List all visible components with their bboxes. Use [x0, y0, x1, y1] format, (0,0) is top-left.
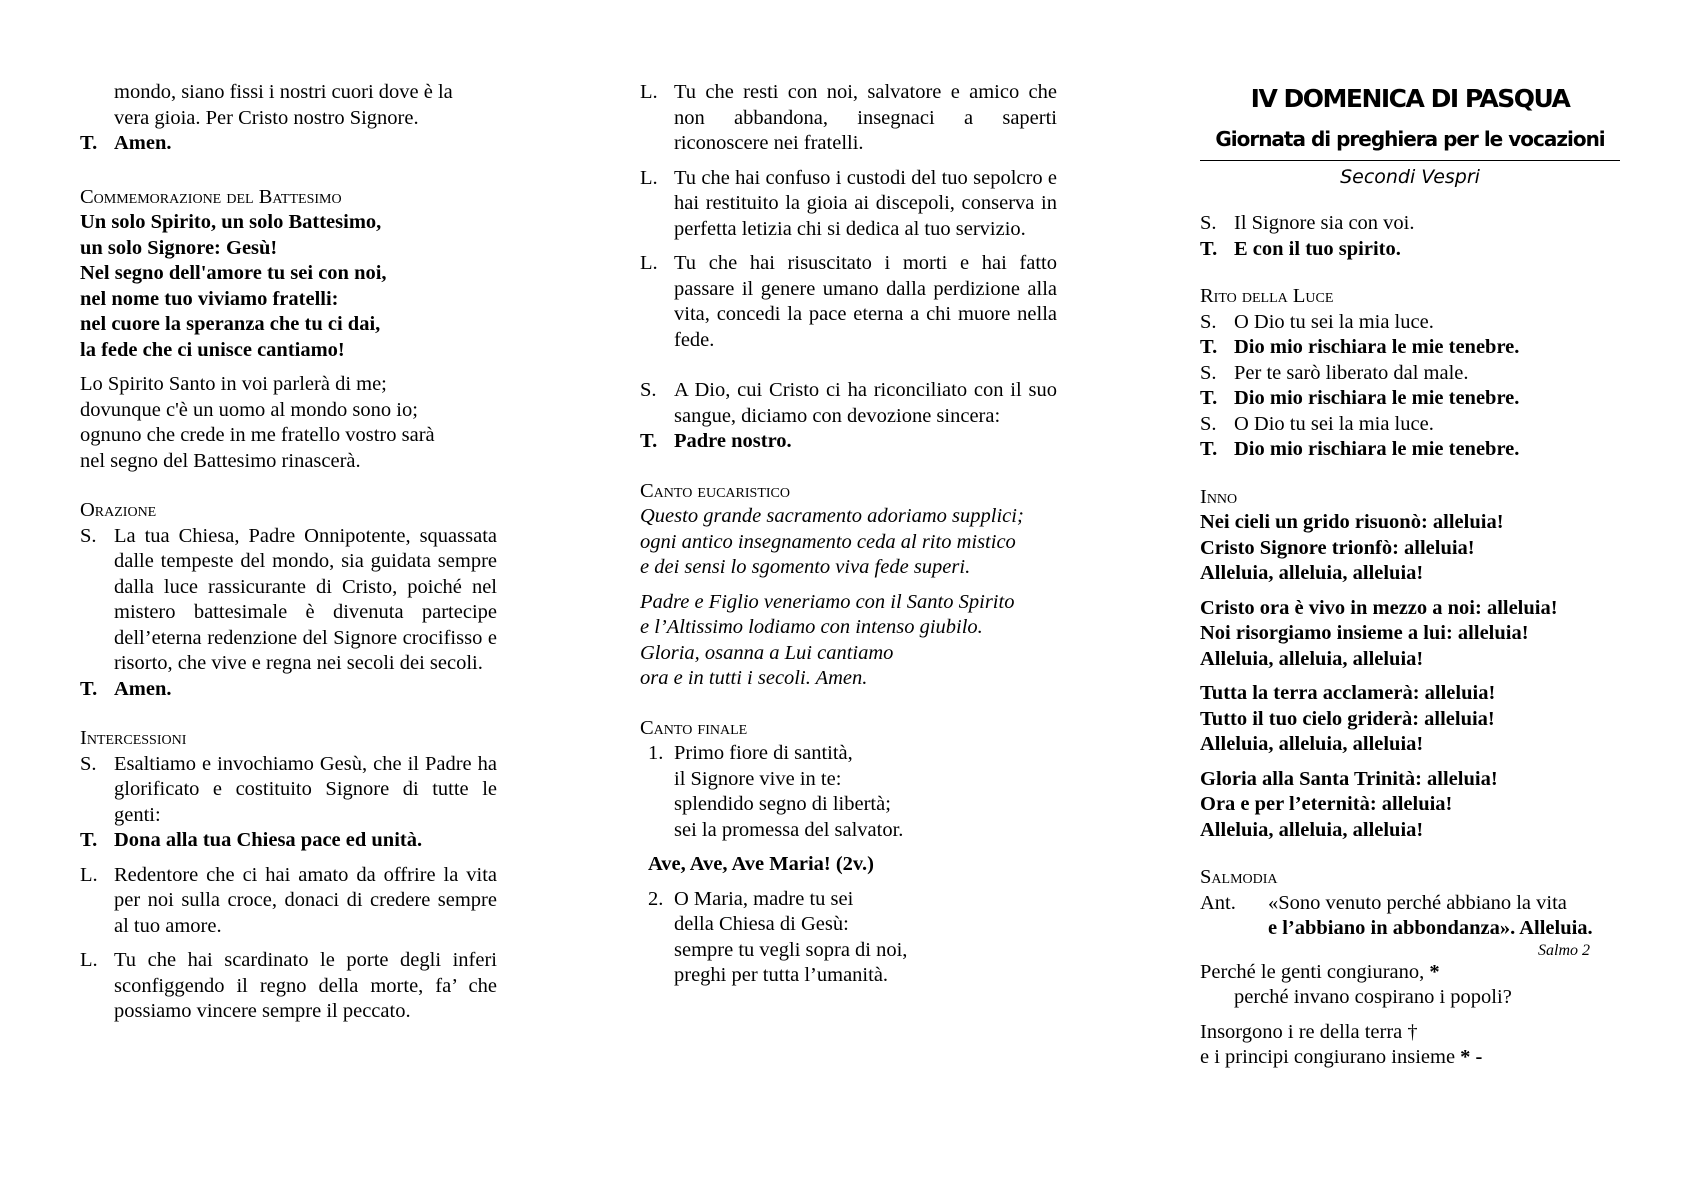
inno-line: Alleluia, alleluia, alleluia! [1200, 562, 1424, 584]
item-prefix: T. [1200, 336, 1218, 358]
item-prefix: S. [640, 379, 657, 401]
item-prefix: S. [1200, 412, 1217, 435]
item-text: Tu che hai scardinato le porte degli inferi sconfiggendo il regno della morte, fa’ che possiamo vincere sempre il peccato. [114, 949, 497, 1022]
verse-line: O Maria, madre tu sei [674, 887, 854, 910]
prayer-line: mondo, siano fissi i nostri cuori dove è la [114, 81, 453, 103]
item-prefix: T. [80, 829, 98, 851]
psalm-verse [1200, 960, 1620, 1011]
prayer-line: vera gioia. Per Cristo nostro Signore. [114, 106, 419, 129]
heading-canto-finale: Canto finale [640, 716, 748, 739]
greeting-line [1200, 211, 1620, 237]
intercession-item [640, 251, 1057, 353]
prayer-prefix: S. [80, 524, 97, 547]
heading-inno: Inno [1200, 485, 1238, 508]
antiphon [1200, 891, 1620, 942]
psalm-line: Perché le genti congiurano, [1200, 960, 1425, 983]
column-left [80, 80, 497, 1034]
refrain-line: la fede che ci unisce cantiamo! [80, 338, 345, 361]
response-text: Amen. [114, 677, 172, 700]
refrain-line: nel cuore la speranza che tu ci dai, [80, 313, 381, 335]
canto-line: e dei sensi lo sgomento viva fede superi. [640, 556, 971, 578]
item-prefix: S. [1200, 361, 1217, 384]
orazione-prayer [80, 524, 497, 677]
item-text: E con il tuo spirito. [1234, 237, 1401, 260]
item-text: Redentore che ci hai amato da offrire la vita per noi sulla croce, donaci di credere sempre al tuo amore. [114, 863, 497, 937]
canto-line: Padre e Figlio veneriamo con il Santo Spirito [640, 590, 1015, 613]
item-prefix: T. [1200, 387, 1218, 409]
item-text: Dio mio rischiara le mie tenebre. [1234, 336, 1520, 358]
commemorazione-refrain [80, 210, 497, 363]
item-prefix: L. [640, 252, 658, 274]
intercession-item [640, 80, 1057, 157]
psalm-line: e i principi congiurano insieme [1200, 1046, 1456, 1068]
rito-line [1200, 361, 1620, 387]
item-text: Il Signore sia con voi. [1234, 212, 1415, 234]
item-prefix: T. [1200, 438, 1218, 460]
item-text: Padre nostro. [674, 430, 792, 452]
inno-line: Alleluia, alleluia, alleluia! [1200, 647, 1424, 670]
psalm-line: Insorgono i re della terra [1200, 1020, 1403, 1043]
item-prefix: S. [1200, 310, 1217, 333]
verse-line: il Signore vive in te: [674, 767, 842, 790]
inno-stanza [1200, 681, 1620, 758]
inno-stanza [1200, 767, 1620, 844]
verse-line: dovunque c'è un uomo al mondo sono io; [80, 398, 418, 421]
refrain-line: Un solo Spirito, un solo Battesimo, [80, 211, 382, 233]
inno-stanza [1200, 510, 1620, 587]
heading-commemorazione: Commemorazione del Battesimo [80, 185, 342, 208]
item-prefix: T. [1200, 237, 1218, 260]
canto-line: ogni antico insegnamento ceda al rito mistico [640, 530, 1016, 553]
verse-line: Primo fiore di santità, [674, 742, 853, 764]
item-text: Dio mio rischiara le mie tenebre. [1234, 438, 1520, 460]
inno-stanza [1200, 596, 1620, 673]
heading-canto-eucaristico: Canto eucaristico [640, 479, 790, 502]
amen-response [80, 131, 497, 157]
item-prefix: S. [1200, 212, 1217, 234]
inno-line: Noi risorgiamo insieme a lui: alleluia! [1200, 622, 1529, 644]
psalm-mark: † [1407, 1020, 1418, 1043]
item-prefix: T. [640, 430, 658, 452]
greeting-response [1200, 237, 1620, 263]
psalm-reference: Salmo 2 [1538, 941, 1590, 959]
psalm-mark: * [1429, 960, 1440, 983]
inno-line: Alleluia, alleluia, alleluia! [1200, 818, 1424, 841]
rito-line [1200, 412, 1620, 438]
verse-line: Lo Spirito Santo in voi parlerà di me; [80, 373, 387, 395]
padre-nostro-response [640, 429, 1057, 455]
prayer-continuation [80, 80, 497, 131]
canto-line: e l’Altissimo lodiamo con intenso giubilo. [640, 616, 983, 638]
refrain-line: Nel segno dell'amore tu sei con noi, [80, 262, 387, 284]
item-text: A Dio, cui Cristo ci ha riconciliato con il suo sangue, diciamo con devozione sincera: [674, 379, 1057, 427]
verse-line: splendido segno di libertà; [674, 793, 891, 815]
intercession-item [80, 863, 497, 940]
item-text: Per te sarò liberato dal male. [1234, 361, 1469, 384]
antiphon-label: Ant. [1200, 891, 1236, 914]
canto-verse [640, 741, 1057, 843]
canto-refrain: Ave, Ave, Ave Maria! (2v.) [648, 853, 875, 875]
inno-line: Ora e per l’eternità: alleluia! [1200, 793, 1453, 815]
item-prefix: L. [80, 949, 98, 971]
verse-line: preghi per tutta l’umanità. [674, 964, 889, 986]
verse-line: sei la promessa del salvator. [674, 818, 904, 841]
verse-line: sempre tu vegli sopra di noi, [674, 938, 908, 961]
rito-response [1200, 335, 1620, 361]
item-prefix: S. [80, 752, 97, 775]
response-prefix: T. [80, 677, 98, 700]
refrain-line: un solo Signore: Gesù! [80, 236, 278, 259]
verse-number: 2. [648, 887, 664, 910]
column-right [1200, 80, 1620, 1080]
commemorazione-verse [80, 372, 497, 474]
verse-line: nel segno del Battesimo rinascerà. [80, 449, 361, 472]
inno-line: Gloria alla Santa Trinità: alleluia! [1200, 767, 1498, 790]
intercession-response [80, 828, 497, 854]
antiphon-line: «Sono venuto perché abbiano la vita [1268, 891, 1567, 914]
amen-response [80, 677, 497, 703]
inno-line: Cristo Signore trionfò: alleluia! [1200, 536, 1475, 559]
intercession-item [80, 752, 497, 829]
item-text: Dio mio rischiara le mie tenebre. [1234, 387, 1520, 409]
inno-line: Cristo ora è vivo in mezzo a noi: alleluia! [1200, 596, 1558, 619]
intercession-item [640, 166, 1057, 243]
item-text: O Dio tu sei la mia luce. [1234, 412, 1434, 435]
verse-line: ognuno che crede in me fratello vostro sarà [80, 424, 435, 446]
inno-line: Tutta la terra acclamerà: alleluia! [1200, 682, 1496, 704]
inno-line: Nei cieli un grido risuonò: alleluia! [1200, 511, 1504, 533]
inno-line: Tutto il tuo cielo griderà: alleluia! [1200, 707, 1495, 730]
psalm-verse [1200, 1020, 1620, 1071]
canto-line: Gloria, osanna a Lui cantiamo [640, 641, 894, 664]
item-prefix: L. [640, 81, 658, 103]
page-title: IV DOMENICA DI PASQUA [1250, 84, 1570, 113]
verse-line: della Chiesa di Gesù: [674, 913, 849, 935]
heading-orazione: Orazione [80, 499, 157, 521]
title-divider [1200, 160, 1620, 161]
canto-stanza [640, 590, 1057, 692]
canto-line: ora e in tutti i secoli. Amen. [640, 667, 868, 689]
verse-number: 1. [648, 742, 664, 764]
item-text: O Dio tu sei la mia luce. [1234, 310, 1434, 333]
item-text: Tu che hai confuso i custodi del tuo sepolcro e hai restituito la gioia ai discepoli, conserva in perfetta letizia chi si dedica al tuo servizio. [674, 166, 1057, 240]
page-subtitle: Giornata di preghiera per le vocazioni [1215, 127, 1605, 151]
intercession-item [80, 948, 497, 1025]
heading-intercessioni: Intercessioni [80, 727, 187, 749]
heading-salmodia: Salmodia [1200, 866, 1278, 888]
heading-rito-luce: Rito della Luce [1200, 285, 1334, 307]
item-prefix: L. [80, 863, 98, 886]
office-name: Secondi Vespri [1340, 166, 1480, 188]
response-text: Amen. [114, 132, 172, 154]
psalm-line: perché invano cospirano i popoli? [1234, 986, 1512, 1008]
item-text: Esaltiamo e invochiamo Gesù, che il Padre ha glorificato e costituito Signore di tutte le genti: [114, 752, 497, 826]
padre-nostro-intro [640, 378, 1057, 429]
inno-line: Alleluia, alleluia, alleluia! [1200, 733, 1424, 755]
rito-response [1200, 437, 1620, 463]
canto-line: Questo grande sacramento adoriamo supplici; [640, 505, 1024, 527]
item-text: Tu che hai risuscitato i morti e hai fatto passare il genere umano dalla perdizione alla vita, concedi la pace eterna a chi muore nella fede. [674, 252, 1057, 351]
item-text: Dona alla tua Chiesa pace ed unità. [114, 829, 423, 851]
antiphon-line: e l’abbiano in abbondanza». Alleluia. [1268, 917, 1593, 939]
prayer-text: La tua Chiesa, Padre Onnipotente, squassata dalle tempeste del mondo, sia guidata sempre dalla luce rassicurante di Cristo, poiché nel mistero battesimale è divenuta partecipe dell’eterna redenzione del Signore crocifisso e risorto, che vive e regna nei secoli dei secoli. [114, 524, 497, 674]
item-text: Tu che resti con noi, salvatore e amico che non abbandona, insegnaci a saperti riconoscere nei fratelli. [674, 81, 1057, 154]
rito-response [1200, 386, 1620, 412]
item-prefix: L. [640, 166, 658, 189]
canto-stanza [640, 504, 1057, 581]
rito-line [1200, 310, 1620, 336]
response-prefix: T. [80, 132, 98, 154]
psalm-mark: * - [1460, 1046, 1483, 1068]
canto-verse [640, 887, 1057, 989]
refrain-line: nel nome tuo viviamo fratelli: [80, 287, 339, 310]
column-middle [640, 80, 1057, 998]
